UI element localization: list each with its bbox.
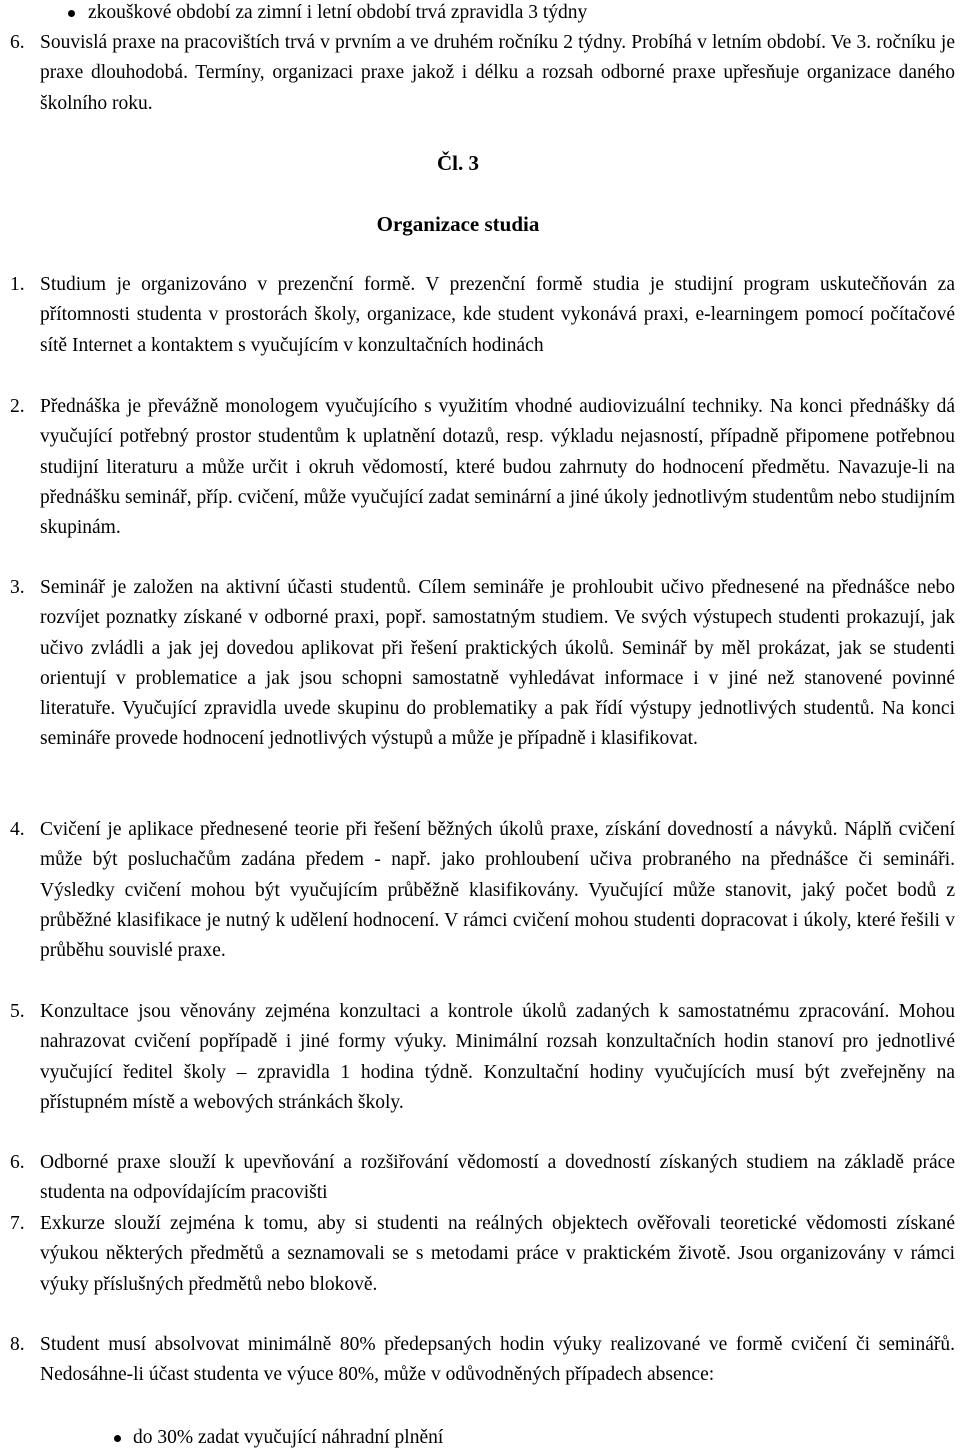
item-number: 6.: [10, 32, 25, 53]
article-number: Čl. 3: [437, 151, 479, 175]
bullet-icon: [68, 10, 75, 17]
item-text: Exkurze slouží zejména k tomu, aby si studenti na reálných objektech ověřovali teoretické vědomosti získané výukou některých předmětů a seznamovali se s metodami práce v praktickém životě. Jsou organizovány v rámci výuky příslušných předmětů nebo blokově.: [40, 1213, 955, 1295]
item-number: 4.: [10, 819, 25, 840]
item-number: 8.: [10, 1334, 25, 1355]
bottom-bullet-text: do 30% zadat vyučující náhradní plnění: [133, 1427, 444, 1448]
item-number: 2.: [10, 396, 25, 417]
item-number: 3.: [10, 577, 25, 598]
bullet-icon: [114, 1435, 121, 1442]
item-text: Studium je organizováno v prezenční formě. V prezenční formě studia je studijní program uskutečňován za přítomnosti studenta v prostorách školy, organizace, kde student vykonává praxi, e-learningem pomocí počítačové sítě Internet a kontaktem s vyučujícím v konzultačních hodinách: [40, 274, 955, 356]
item-text: Cvičení je aplikace přednesené teorie při řešení běžných úkolů praxe, získání dovedností a návyků. Náplň cvičení může být posluchačům zadána předem - např. jako prohloubení učiva probraného na přednášce či semináři. Výsledky cvičení mohou být vyučujícím průběžně klasifikovány. Vyučující může stanovit, jaký počet bodů z průběžné klasifikace je nutný k udělení hodnocení. V rámci cvičení mohou studenti dopracovat i úkoly, které řešili v průběhu souvislé praxe.: [40, 819, 955, 962]
item-number: 1.: [10, 274, 25, 295]
top-bullet-text: zkouškové období za zimní i letní období trvá zpravidla 3 týdny: [88, 2, 588, 23]
item-text: Souvislá praxe na pracovištích trvá v prvním a ve druhém ročníku 2 týdny. Probíhá v letním období. Ve 3. ročníku je praxe dlouhodobá. Termíny, organizaci praxe jakož i délku a rozsah odborné praxe upřesňuje organizace daného školního roku.: [40, 32, 955, 114]
item-text: Seminář je založen na aktivní účasti studentů. Cílem semináře je prohloubit učivo přednesené na přednášce nebo rozvíjet poznatky získané v odborné praxi, popř. samostatným studiem. Ve svých výstupech studenti prokazují, jak učivo zvládli a jak jej dovedou aplikovat při řešení praktických úkolů. Seminář by měl prokázat, jak se studenti orientují v problematice a jak jsou schopni samostatně vyhledávat informace i v jiné než stanovené povinné literatuře. Vyučující zpravidla uvede skupinu do problematiky a pak řídí výstupy jednotlivých studentů. Na konci semináře provede hodnocení jednotlivých výstupů a může je případně i klasifikovat.: [40, 577, 955, 750]
item-text: Konzultace jsou věnovány zejména konzultaci a kontrole úkolů zadaných k samostatnému zpracování. Mohou nahrazovat cvičení popřípadě i jiné formy výuky. Minimální rozsah konzultačních hodin stanoví pro jednotlivé vyučující ředitel školy – zpravidla 1 hodina týdně. Konzultační hodiny vyučujících musí být zveřejněny na přístupném místě a webových stránkách školy.: [40, 1001, 955, 1113]
item-text: Student musí absolvovat minimálně 80% předepsaných hodin výuky realizované ve formě cvičení či seminářů. Nedosáhne-li účast studenta ve výuce 80%, může v odůvodněných případech absence:: [40, 1334, 955, 1386]
item-text: Odborné praxe slouží k upevňování a rozšiřování vědomostí a dovedností získaných studiem na základě práce studenta na odpovídajícím pracovišti: [40, 1152, 955, 1204]
item-number: 7.: [10, 1213, 25, 1234]
article-title: Organizace studia: [376, 212, 540, 236]
item-number: 5.: [10, 1001, 25, 1022]
item-number: 6.: [10, 1152, 25, 1173]
item-text: Přednáška je převážně monologem vyučujícího s využitím vhodné audiovizuální techniky. Na konci přednášky dá vyučující potřebný prostor studentům k uplatnění dotazů, resp. výkladu nejasností, případně připomene potřebnou studijní literaturu a může určit i okruh vědomostí, které budou zahrnuty do hodnocení předmětu. Navazuje-li na přednášku seminář, příp. cvičení, může vyučující zadat seminární a jiné úkoly jednotlivým studentům nebo studijním skupinám.: [40, 396, 955, 539]
